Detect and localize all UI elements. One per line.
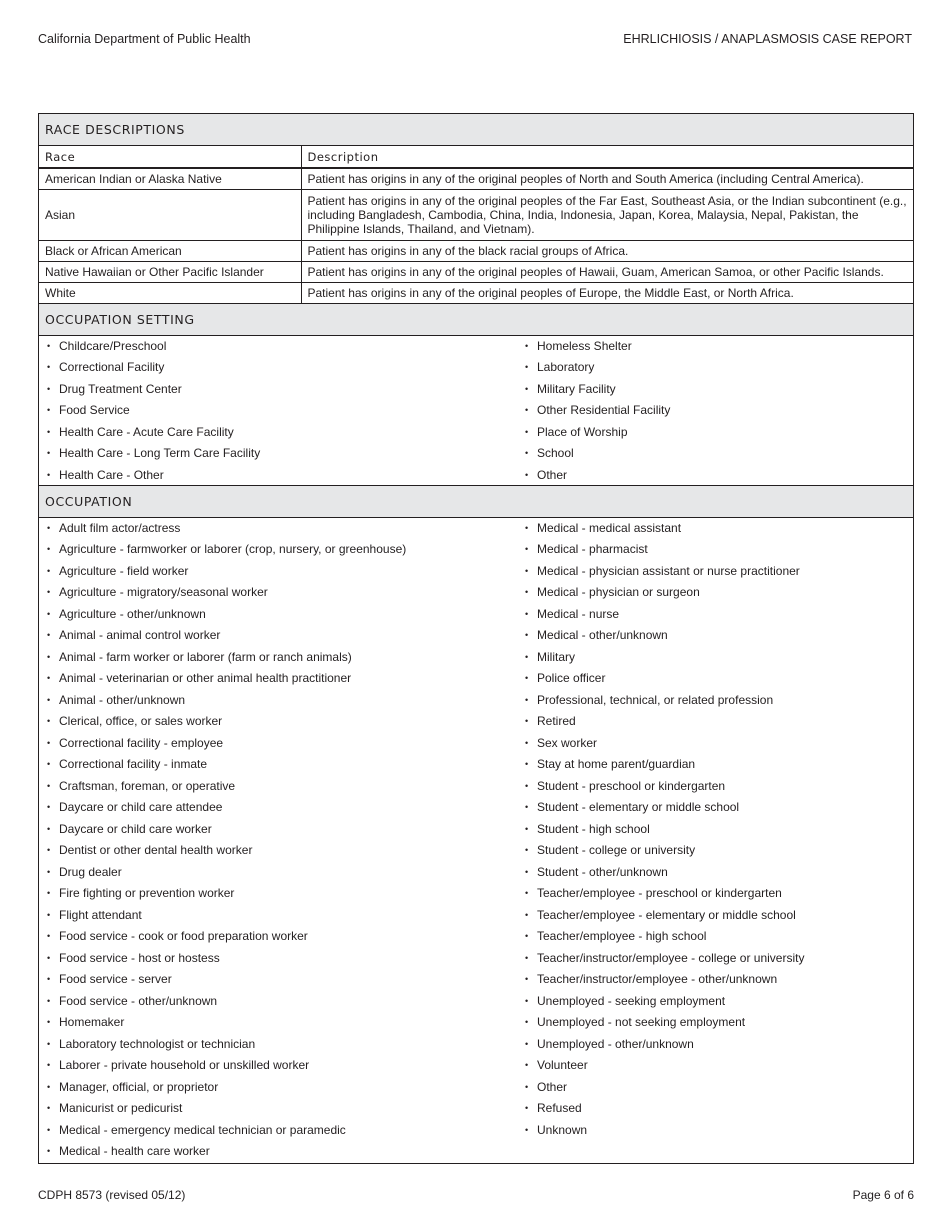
bullet-icon: •: [47, 694, 51, 705]
list-item-label: Retired: [537, 714, 576, 728]
list-item-label: Food service - other/unknown: [59, 993, 218, 1008]
bullet-icon: •: [525, 565, 529, 576]
list-item-label: Medical - pharmacist: [537, 542, 648, 556]
list-item-label: Clerical, office, or sales worker: [59, 714, 223, 728]
bullet-icon: •: [47, 995, 51, 1006]
list-item: [47, 582, 406, 604]
bullet-icon: •: [47, 974, 51, 984]
list-item-label: Dentist or other dental health worker: [59, 843, 253, 857]
list-item: [47, 776, 406, 798]
list-item-label: Homemaker: [59, 1015, 125, 1029]
list-item-label: Laborer - private household or unskilled worker: [59, 1058, 310, 1072]
bullet-icon: •: [47, 866, 51, 877]
list-item-label: Fire fighting or prevention worker: [59, 886, 235, 900]
list-item: [47, 539, 406, 561]
bullet-icon: •: [47, 1017, 51, 1027]
description-cell: Patient has origins in any of the original peoples of the Far East, Southeast Asia, or the Indian subcontinent (e.g., including Bangladesh, Cambodia, China, India, Indonesia, Japan, Korea, Malaysia, Nepal, Pakistan, the Philippine Islands, Thailand, and Vietnam).: [301, 189, 913, 240]
bullet-icon: •: [525, 866, 529, 877]
occupation-right-column: [525, 518, 804, 1142]
list-item: [525, 518, 804, 540]
bullet-icon: •: [47, 362, 51, 372]
list-item-label: Medical - physician or surgeon: [537, 585, 700, 599]
bullet-icon: •: [47, 952, 51, 963]
list-item: [525, 754, 804, 776]
list-item: [47, 400, 260, 422]
list-item-label: Agriculture - other/unknown: [59, 606, 206, 621]
list-item-label: Student - high school: [537, 821, 650, 836]
description-cell: Patient has origins in any of the original peoples of North and South America (including Central America).: [301, 168, 913, 189]
description-cell: Patient has origins in any of the original peoples of Europe, the Middle East, or North Africa.: [301, 282, 913, 303]
bullet-icon: •: [525, 1038, 529, 1049]
bullet-icon: •: [47, 383, 51, 394]
list-item: [525, 883, 804, 905]
table-row: [39, 168, 913, 189]
list-item: [525, 465, 670, 487]
list-item-label: Other: [537, 1079, 568, 1094]
bullet-icon: •: [525, 426, 529, 437]
bullet-icon: •: [525, 651, 529, 662]
bullet-icon: •: [47, 608, 51, 619]
list-item: [47, 1098, 406, 1120]
bullet-icon: •: [525, 845, 529, 855]
bullet-icon: •: [47, 340, 51, 351]
list-item: [47, 604, 406, 626]
table-row: [39, 189, 913, 240]
list-item-label: Health Care - Other: [59, 467, 164, 482]
list-item: [47, 1077, 406, 1099]
bullet-icon: •: [525, 931, 529, 941]
list-item-label: Flight attendant: [59, 907, 142, 922]
list-item: [525, 948, 804, 970]
list-item-label: Other: [537, 467, 568, 482]
list-item: [525, 1012, 804, 1034]
list-item: [525, 539, 804, 561]
list-item-label: Craftsman, foreman, or operative: [59, 778, 236, 793]
bullet-icon: •: [525, 630, 529, 640]
bullet-icon: •: [47, 522, 51, 533]
page-footer: [38, 1188, 914, 1204]
bullet-icon: •: [47, 759, 51, 769]
list-item-label: Adult film actor/actress: [59, 520, 181, 535]
list-item-label: Student - college or university: [537, 843, 696, 857]
list-item-label: Agriculture - migratory/seasonal worker: [59, 585, 268, 599]
list-item: [47, 819, 406, 841]
list-item-label: Stay at home parent/guardian: [537, 757, 696, 771]
bullet-icon: •: [525, 823, 529, 834]
description-cell: Patient has origins in any of the original peoples of Hawaii, Guam, American Samoa, or other Pacific Islands.: [301, 261, 913, 282]
list-item: [47, 443, 260, 465]
form-frame: [38, 113, 914, 1164]
bullet-icon: •: [47, 630, 51, 640]
bullet-icon: •: [525, 522, 529, 533]
list-item-label: Teacher/employee - high school: [537, 929, 707, 943]
list-item-label: Student - other/unknown: [537, 864, 668, 879]
list-item: [525, 379, 670, 401]
bullet-icon: •: [47, 1081, 51, 1092]
list-item-label: Daycare or child care attendee: [59, 800, 223, 814]
bullet-icon: •: [47, 405, 51, 415]
list-item: [47, 1141, 406, 1163]
list-item-label: Medical - medical assistant: [537, 520, 682, 535]
list-item-label: Manager, official, or proprietor: [59, 1079, 219, 1094]
occupation-setting-list: [39, 336, 913, 486]
race-cell: Native Hawaiian or Other Pacific Islander: [39, 261, 301, 282]
list-item: [47, 422, 260, 444]
list-item: [525, 1120, 804, 1142]
bullet-icon: •: [525, 469, 529, 480]
list-item-label: Teacher/instructor/employee - college or university: [537, 950, 805, 965]
list-item: [525, 797, 804, 819]
list-item-label: Animal - veterinarian or other animal health practitioner: [59, 671, 352, 685]
list-item: [47, 948, 406, 970]
list-item: [47, 336, 260, 358]
bullet-icon: •: [525, 608, 529, 619]
list-item-label: Health Care - Acute Care Facility: [59, 424, 234, 439]
list-item: [525, 1055, 804, 1077]
table-row: [39, 261, 913, 282]
list-item: [47, 733, 406, 755]
race-cell: American Indian or Alaska Native: [39, 168, 301, 189]
occupation-left-column: [47, 518, 406, 1163]
list-item: [47, 518, 406, 540]
bullet-icon: •: [525, 673, 529, 683]
list-item-label: Animal - other/unknown: [59, 692, 186, 707]
bullet-icon: •: [47, 888, 51, 898]
bullet-icon: •: [47, 1103, 51, 1113]
bullet-icon: •: [47, 587, 51, 597]
report-title: EHRLICHIOSIS / ANAPLASMOSIS CASE REPORT: [623, 32, 912, 46]
bullet-icon: •: [47, 469, 51, 480]
bullet-icon: •: [525, 759, 529, 769]
bullet-icon: •: [47, 737, 51, 748]
list-item: [525, 443, 670, 465]
list-item-label: Teacher/employee - preschool or kindergarten: [537, 886, 782, 900]
bullet-icon: •: [525, 1017, 529, 1027]
list-item-label: Unemployed - other/unknown: [537, 1036, 694, 1051]
list-item-label: Unemployed - seeking employment: [537, 993, 726, 1008]
bullet-icon: •: [525, 716, 529, 726]
bullet-icon: •: [525, 737, 529, 748]
list-item: [525, 905, 804, 927]
form-id: CDPH 8573 (revised 05/12): [38, 1188, 186, 1202]
list-item: [47, 926, 406, 948]
list-item-label: Unknown: [537, 1122, 588, 1137]
list-item: [525, 776, 804, 798]
list-item: [525, 1098, 804, 1120]
bullet-icon: •: [525, 448, 529, 458]
list-item: [525, 422, 670, 444]
list-item: [525, 357, 670, 379]
list-item-label: Animal - animal control worker: [59, 628, 221, 642]
list-item-label: Other Residential Facility: [537, 403, 671, 417]
bullet-icon: •: [47, 823, 51, 834]
list-item-label: Correctional Facility: [59, 360, 165, 374]
list-item-label: Teacher/instructor/employee - other/unknown: [537, 972, 778, 986]
list-item-label: Childcare/Preschool: [59, 338, 167, 353]
list-item-label: Military Facility: [537, 381, 616, 396]
list-item-label: Food service - cook or food preparation worker: [59, 929, 308, 943]
list-item: [47, 840, 406, 862]
list-item: [47, 1012, 406, 1034]
occupation-title: OCCUPATION: [39, 486, 913, 518]
list-item-label: Medical - nurse: [537, 606, 620, 621]
list-item-label: Professional, technical, or related profession: [537, 692, 774, 707]
race-cell: White: [39, 282, 301, 303]
race-cell: Black or African American: [39, 240, 301, 261]
list-item: [47, 379, 260, 401]
list-item-label: Laboratory: [537, 360, 595, 374]
list-item: [525, 668, 804, 690]
list-item: [525, 1077, 804, 1099]
page-number: Page 6 of 6: [852, 1188, 914, 1202]
list-item: [525, 819, 804, 841]
race-descriptions-table: [39, 146, 913, 304]
list-item-label: Student - elementary or middle school: [537, 800, 740, 814]
bullet-icon: •: [525, 952, 529, 963]
list-item-label: Agriculture - field worker: [59, 563, 189, 578]
list-item: [47, 625, 406, 647]
list-item: [47, 797, 406, 819]
page-header: [38, 32, 912, 48]
bullet-icon: •: [47, 802, 51, 812]
list-item: [47, 561, 406, 583]
list-item: [47, 883, 406, 905]
bullet-icon: •: [47, 845, 51, 855]
bullet-icon: •: [47, 1038, 51, 1049]
list-item-label: Drug dealer: [59, 864, 122, 879]
bullet-icon: •: [525, 587, 529, 597]
list-item-label: Homeless Shelter: [537, 338, 632, 353]
table-row: [39, 282, 913, 303]
list-item: [47, 991, 406, 1013]
list-item-label: Medical - health care worker: [59, 1144, 210, 1158]
bullet-icon: •: [525, 405, 529, 415]
list-item: [525, 582, 804, 604]
list-item: [47, 668, 406, 690]
bullet-icon: •: [525, 694, 529, 705]
bullet-icon: •: [525, 888, 529, 898]
bullet-icon: •: [47, 780, 51, 791]
bullet-icon: •: [525, 383, 529, 394]
race-descriptions-title: RACE DESCRIPTIONS: [39, 114, 913, 146]
list-item-label: Refused: [537, 1101, 582, 1115]
list-item: [525, 840, 804, 862]
list-item: [525, 733, 804, 755]
list-item: [47, 1055, 406, 1077]
bullet-icon: •: [47, 1124, 51, 1135]
list-item-label: Laboratory technologist or technician: [59, 1036, 256, 1051]
bullet-icon: •: [47, 426, 51, 437]
list-item-label: Police officer: [537, 671, 606, 685]
list-item-label: Manicurist or pedicurist: [59, 1101, 183, 1115]
list-item: [47, 357, 260, 379]
list-item-label: School: [537, 446, 574, 460]
bullet-icon: •: [47, 1146, 51, 1156]
list-item-label: Teacher/employee - elementary or middle school: [537, 907, 796, 922]
list-item-label: Correctional facility - inmate: [59, 757, 208, 771]
bullet-icon: •: [525, 1103, 529, 1113]
list-item-label: Correctional facility - employee: [59, 735, 224, 750]
occupation-setting-left-column: [47, 336, 260, 487]
occupation-setting-title: OCCUPATION SETTING: [39, 304, 913, 336]
list-item: [525, 647, 804, 669]
list-item: [525, 862, 804, 884]
list-item: [47, 690, 406, 712]
bullet-icon: •: [47, 673, 51, 683]
list-item: [525, 991, 804, 1013]
bullet-icon: •: [525, 544, 529, 554]
list-item-label: Medical - physician assistant or nurse practitioner: [537, 563, 800, 578]
occupation-list: [39, 518, 913, 1161]
list-item: [47, 754, 406, 776]
table-row: [39, 240, 913, 261]
list-item-label: Place of Worship: [537, 424, 628, 439]
list-item-label: Daycare or child care worker: [59, 821, 212, 836]
race-column-header: Race: [39, 146, 301, 168]
occupation-setting-right-column: [525, 336, 670, 487]
bullet-icon: •: [47, 565, 51, 576]
list-item: [525, 604, 804, 626]
list-item: [47, 711, 406, 733]
list-item-label: Food service - server: [59, 972, 172, 986]
list-item-label: Medical - other/unknown: [537, 628, 668, 642]
bullet-icon: •: [525, 1124, 529, 1135]
bullet-icon: •: [525, 909, 529, 920]
bullet-icon: •: [525, 340, 529, 351]
list-item-label: Agriculture - farmworker or laborer (crop, nursery, or greenhouse): [59, 542, 407, 556]
list-item-label: Student - preschool or kindergarten: [537, 778, 726, 793]
bullet-icon: •: [525, 780, 529, 791]
bullet-icon: •: [47, 448, 51, 458]
list-item: [525, 969, 804, 991]
list-item-label: Health Care - Long Term Care Facility: [59, 446, 261, 460]
description-cell: Patient has origins in any of the black racial groups of Africa.: [301, 240, 913, 261]
list-item: [525, 561, 804, 583]
list-item-label: Medical - emergency medical technician or paramedic: [59, 1122, 346, 1137]
list-item: [47, 862, 406, 884]
list-item: [525, 926, 804, 948]
list-item-label: Animal - farm worker or laborer (farm or ranch animals): [59, 649, 352, 664]
list-item: [525, 625, 804, 647]
list-item: [525, 1034, 804, 1056]
list-item-label: Food Service: [59, 403, 130, 417]
list-item: [525, 400, 670, 422]
list-item-label: Drug Treatment Center: [59, 381, 182, 396]
list-item: [525, 711, 804, 733]
list-item: [47, 905, 406, 927]
bullet-icon: •: [525, 362, 529, 372]
list-item-label: Volunteer: [537, 1058, 588, 1072]
bullet-icon: •: [525, 995, 529, 1006]
bullet-icon: •: [47, 1060, 51, 1070]
department-name: California Department of Public Health: [38, 32, 251, 46]
bullet-icon: •: [47, 716, 51, 726]
bullet-icon: •: [525, 802, 529, 812]
list-item: [47, 1034, 406, 1056]
list-item: [47, 969, 406, 991]
list-item-label: Sex worker: [537, 735, 598, 750]
bullet-icon: •: [525, 974, 529, 984]
race-cell: Asian: [39, 189, 301, 240]
list-item-label: Unemployed - not seeking employment: [537, 1015, 746, 1029]
bullet-icon: •: [47, 651, 51, 662]
list-item-label: Food service - host or hostess: [59, 950, 220, 965]
list-item: [47, 647, 406, 669]
bullet-icon: •: [47, 909, 51, 920]
bullet-icon: •: [525, 1060, 529, 1070]
list-item-label: Military: [537, 649, 575, 664]
bullet-icon: •: [525, 1081, 529, 1092]
description-column-header: Description: [301, 146, 913, 168]
list-item: [47, 1120, 406, 1142]
list-item: [525, 690, 804, 712]
list-item: [525, 336, 670, 358]
list-item: [47, 465, 260, 487]
bullet-icon: •: [47, 544, 51, 554]
bullet-icon: •: [47, 931, 51, 941]
